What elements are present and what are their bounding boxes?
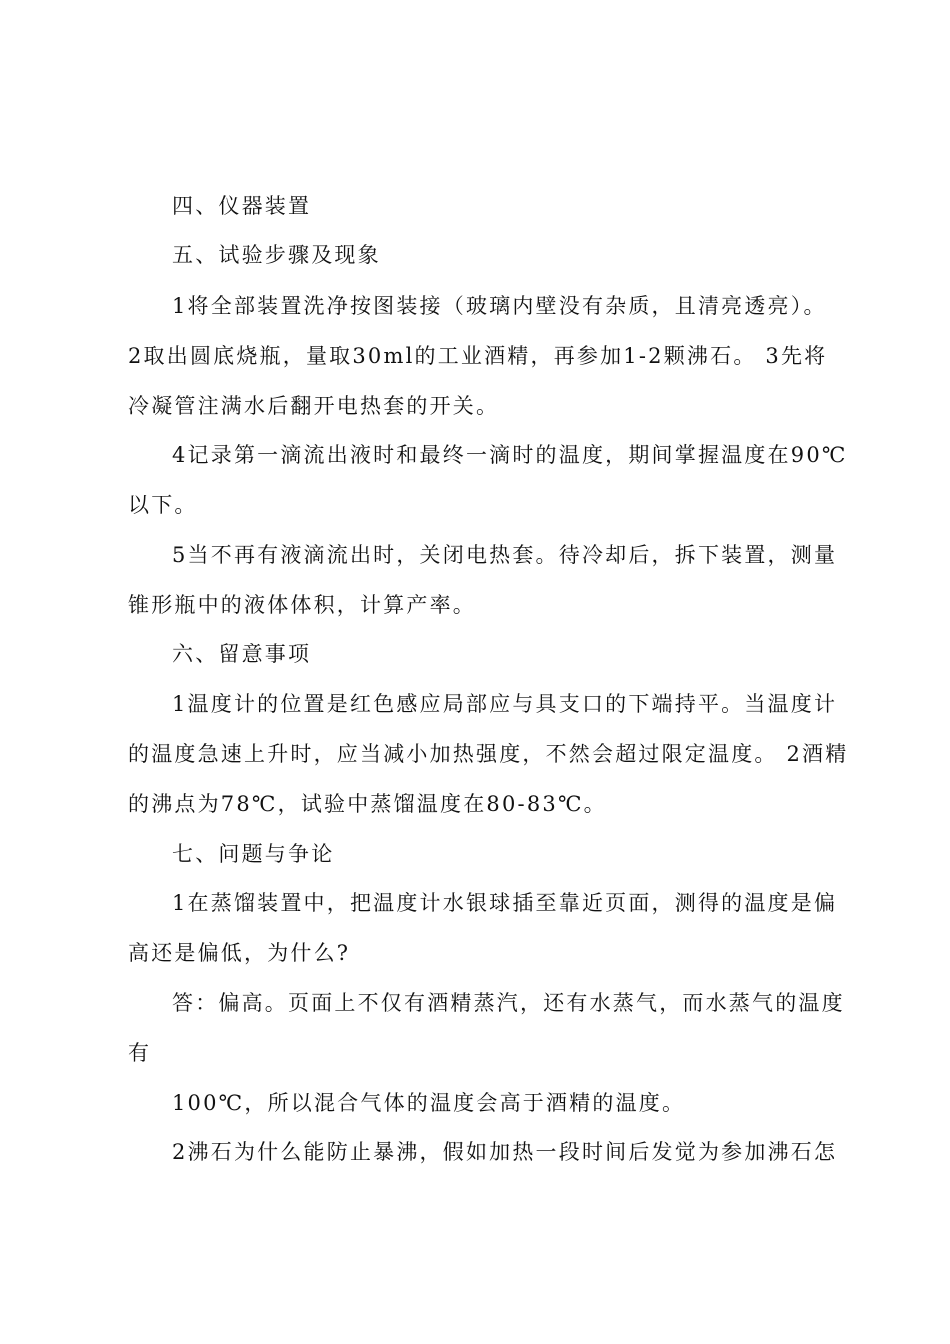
section-heading-procedure: 五、试验步骤及现象 [172,243,381,267]
paragraph-line: 1温度计的位置是红色感应局部应与具支口的下端持平。当温度计 [172,692,838,716]
paragraph-line: 2取出圆底烧瓶，量取30ml的工业酒精，再参加1-2颗沸石。 3先将 [128,344,828,368]
paragraph-line: 4记录第一滴流出液时和最终一滴时的温度，期间掌握温度在90℃ [172,443,848,467]
paragraph-line: 的沸点为78℃，试验中蒸馏温度在80-83℃。 [128,792,607,816]
paragraph-line: 冷凝管注满水后翻开电热套的开关。 [128,394,500,418]
paragraph-line: 的温度急速上升时，应当减小加热强度，不然会超过限定温度。 2酒精 [128,742,849,766]
paragraph-line: 锥形瓶中的液体体积，计算产率。 [128,593,476,617]
paragraph-line: 5当不再有液滴流出时，关闭电热套。待冷却后，拆下装置，测量 [172,543,838,567]
paragraph-line: 高还是偏低，为什么? [128,941,351,965]
paragraph-line: 以下。 [128,493,198,517]
section-heading-questions: 七、问题与争论 [172,842,335,866]
paragraph-line: 1将全部装置洗净按图装接（玻璃内壁没有杂质，且清亮透亮）。 [172,294,827,318]
paragraph-line: 2沸石为什么能防止暴沸，假如加热一段时间后发觉为参加沸石怎 [172,1140,838,1164]
paragraph-line: 1在蒸馏装置中，把温度计水银球插至靠近页面，测得的温度是偏 [172,891,838,915]
section-heading-apparatus: 四、仪器装置 [172,194,312,218]
paragraph-line: 有 [128,1041,152,1065]
paragraph-line: 答：偏高。页面上不仅有酒精蒸汽，还有水蒸气，而水蒸气的温度 [172,991,845,1015]
section-heading-notes: 六、留意事项 [172,642,312,666]
paragraph-line: 100℃，所以混合气体的温度会高于酒精的温度。 [172,1091,686,1115]
